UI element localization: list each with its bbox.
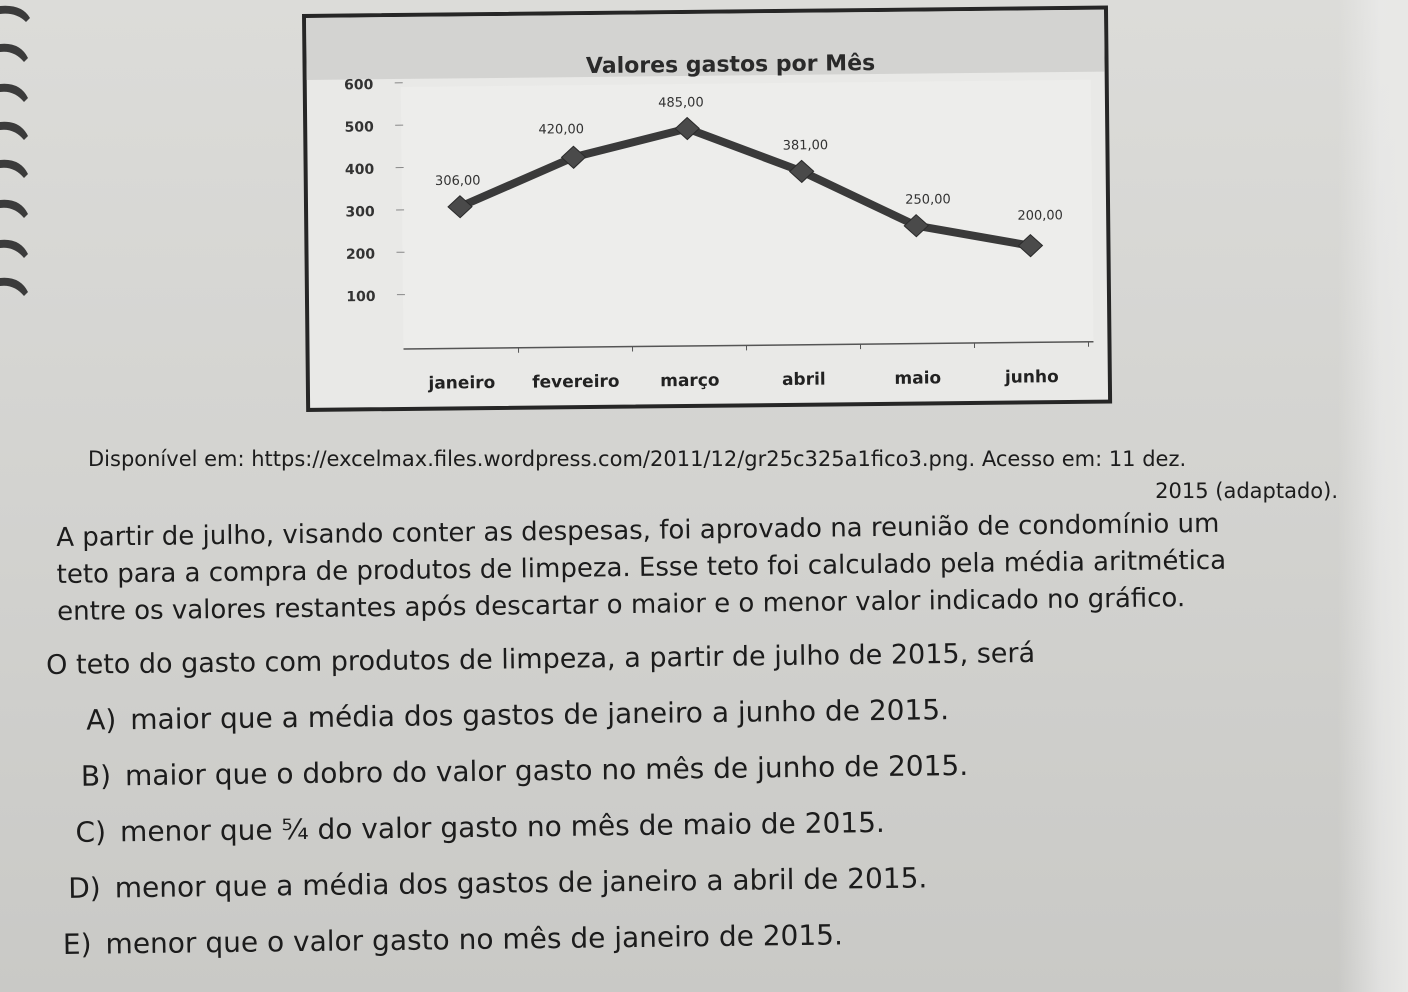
data-label: 306,00 [434, 173, 481, 190]
x-ticks [427, 342, 1089, 394]
paragraph-line-3: entre os valores restantes após descartar o maior e o menor valor indicado no gráfico. [56, 583, 1186, 627]
option-letter: D) [68, 871, 101, 905]
y-ticks [344, 77, 405, 305]
option-letter: B) [80, 759, 112, 793]
paragraph-line-2: teto para a compra de produtos de limpeza. Esse teto foi calculado pela média aritmética [56, 545, 1227, 590]
option-text: maior que a média dos gastos de janeiro a junho de 2015. [130, 693, 950, 737]
y-tick-label: 500 [344, 119, 374, 136]
spiral-binding [0, 0, 30, 330]
option-letter: E) [62, 927, 92, 961]
page-edge-shadow [1338, 0, 1408, 992]
data-label: 485,00 [658, 95, 704, 111]
x-tick-label: março [660, 370, 720, 392]
option-letter: A) [85, 703, 117, 737]
paragraph-line-1: A partir de julho, visando conter as despesas, foi aprovado na reunião de condomínio um [56, 508, 1220, 553]
y-tick-label: 300 [345, 204, 375, 221]
problem-paragraph [56, 504, 1357, 631]
source-citation [88, 443, 1338, 507]
option-letter: C) [75, 815, 107, 849]
option-text: menor que ⁵⁄₄ do valor gasto no mês de maio de 2015. [119, 805, 886, 849]
x-tick-label: junho [1004, 367, 1059, 388]
plot-area [401, 80, 1094, 349]
data-label: 381,00 [782, 138, 829, 154]
x-tick-label: fevereiro [532, 371, 620, 393]
chart-svg [306, 10, 1108, 408]
y-tick-label: 600 [344, 77, 374, 94]
data-label: 250,00 [905, 192, 951, 208]
y-tick-label: 400 [344, 161, 375, 179]
question-stem: O teto do gasto com produtos de limpeza, a partir de julho de 2015, será [46, 637, 1036, 681]
source-line-1: Disponível em: https://excelmax.files.wordpress.com/2011/12/gr25c325a1fico3.png. Acesso em: 11 dez. [88, 447, 1187, 471]
x-tick-label: janeiro [428, 372, 496, 394]
line-chart [302, 6, 1112, 412]
data-label: 420,00 [538, 122, 585, 138]
option-text: menor que a média dos gastos de janeiro a abril de 2015. [114, 861, 928, 905]
option-e[interactable] [63, 917, 971, 984]
x-tick-label: maio [894, 368, 942, 389]
source-line-2: 2015 (adaptado). [1155, 479, 1338, 503]
y-tick-label: 100 [346, 288, 376, 306]
y-tick-label: 200 [345, 246, 376, 263]
answer-options [60, 693, 971, 984]
option-text: menor que o valor gasto no mês de janeiro de 2015. [105, 918, 844, 961]
x-tick-label: abril [781, 369, 826, 390]
option-text: maior que o dobro do valor gasto no mês de junho de 2015. [124, 748, 969, 793]
chart-title: Valores gastos por Mês [585, 51, 876, 80]
data-label: 200,00 [1017, 208, 1063, 224]
